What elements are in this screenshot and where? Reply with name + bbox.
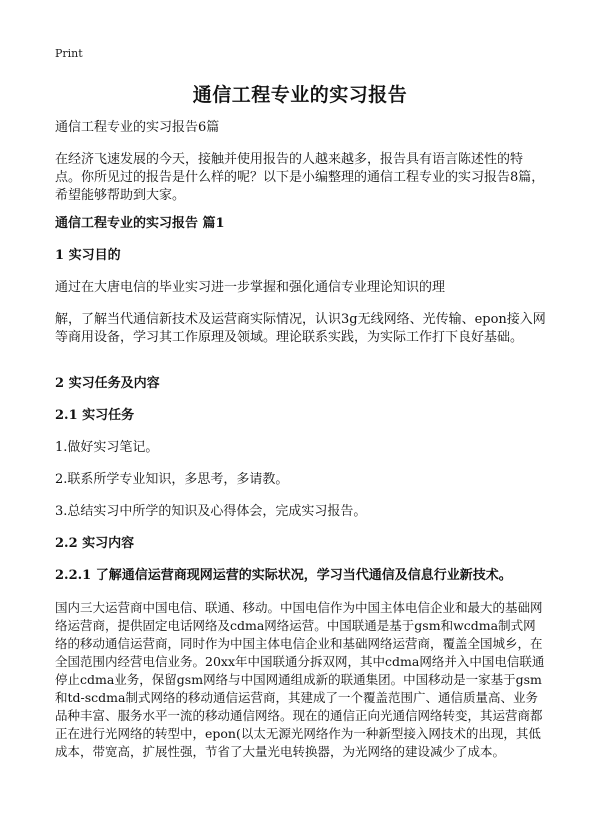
heading-content: 2.2 实习内容: [55, 536, 135, 551]
section-title: 通信工程专业的实习报告 篇1: [55, 216, 225, 231]
document-title: 通信工程专业的实习报告: [192, 84, 408, 106]
purpose-paragraph-1: 通过在大唐电信的毕业实习进一步掌握和强化通信专业理论知识的理: [55, 280, 446, 295]
purpose-paragraph-2: 解，了解当代通信新技术及运营商实际情况，认识3g无线网络、光传输、epon接入网等商用设备，学习其工作原理及领域。理论联系实践，为实际工作打下良好基础。: [55, 312, 546, 345]
print-link[interactable]: Print: [55, 47, 83, 60]
task-item-3: 3.总结实习中所学的知识及心得体会，完成实习报告。: [55, 504, 367, 519]
task-item-2: 2.联系所学专业知识，多思考，多请教。: [55, 472, 289, 487]
heading-content-1: 2.2.1 了解通信运营商现网运营的实际状况，学习当代通信及信息行业新技术。: [55, 568, 512, 583]
heading-tasks-content: 2 实习任务及内容: [55, 376, 160, 391]
intro-paragraph: 在经济飞速发展的今天，接触并使用报告的人越来越多，报告具有语言陈述性的特点。你所见过的报告是什么样的呢？以下是小编整理的通信工程专业的实习报告8篇，希望能够帮助到大家。: [55, 152, 545, 203]
document-subtitle: 通信工程专业的实习报告6篇: [55, 120, 220, 135]
operators-paragraph: 国内三大运营商中国电信、联通、移动。中国电信作为中国主体电信企业和最大的基础网络运营商，提供固定电话网络及cdma网络运营。中国联通是基于gsm和wcdma制式网络的移动通信运营商，同时作为中国主体电信企业和基础网络运营商，覆盖全国城乡，在全国范围内经营电信业务。20xx年中国联通分拆双网，其中cdma网络并入中国电信联通停止cdma业务，保留gsm网络与中国网通组成新的联通集团。中国移动是一家基于gsm和td-scdma制式网络的移动通信运营商，其建成了一个覆盖范围广、通信质量高、业务品种丰富、服务水平一流的移动通信网络。现在的通信正向光通信网络转变，其运营商都正在进行光网络的转型中，epon(以太无源光网络作为一种新型接入网技术的出现，其低成本，带宽高，扩展性强，节省了大量光电转换器，为光网络的建设减少了成本。: [55, 600, 545, 759]
heading-tasks: 2.1 实习任务: [55, 408, 135, 423]
task-item-1: 1.做好实习笔记。: [55, 440, 159, 455]
heading-purpose: 1 实习目的: [55, 248, 121, 263]
